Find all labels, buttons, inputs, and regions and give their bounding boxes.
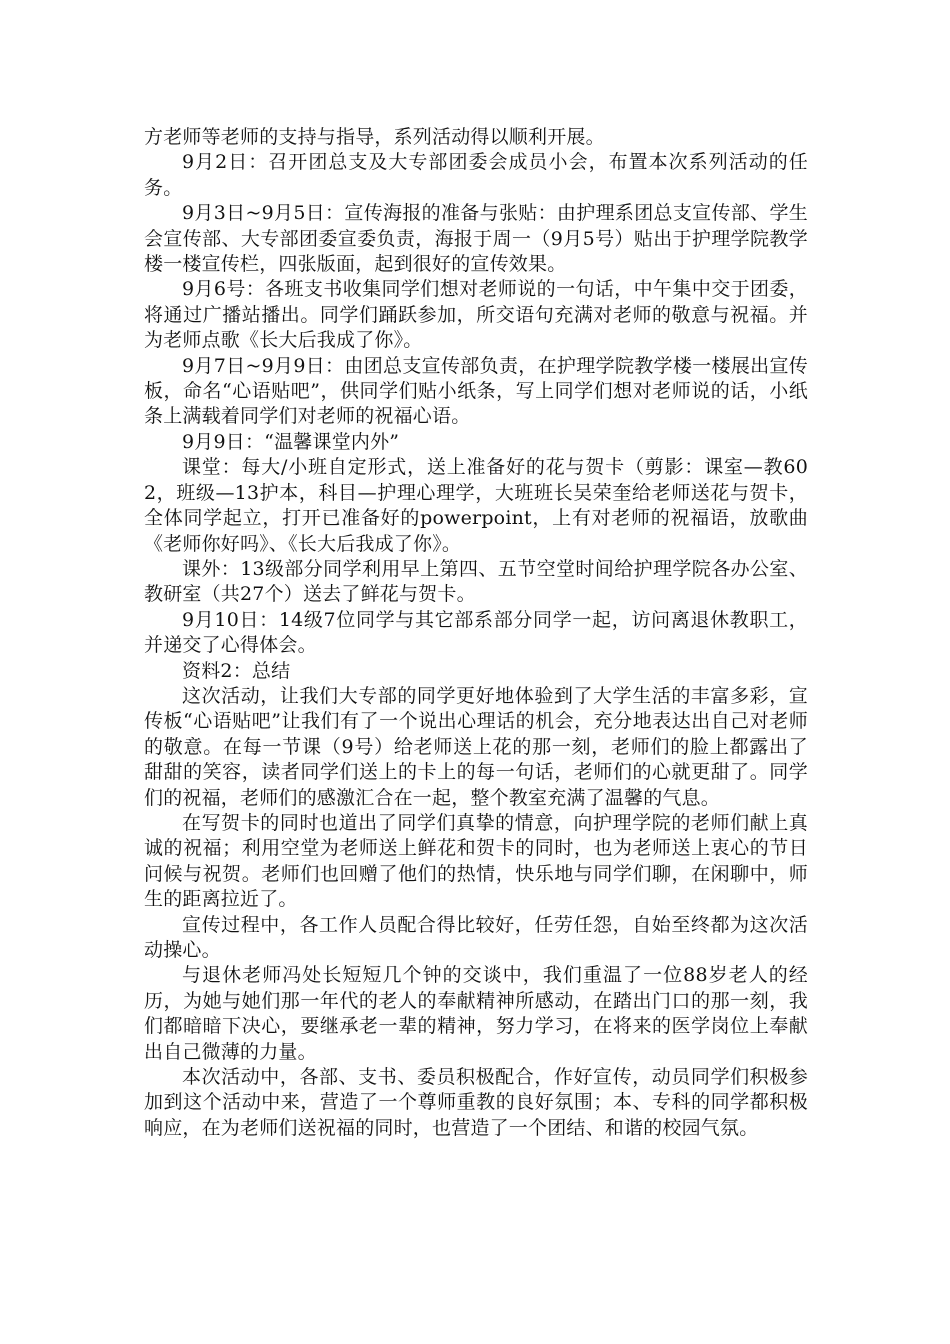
section-heading-summary: 资料2：总结 — [182, 659, 291, 682]
paragraph-summary-3: 宣传过程中，各工作人员配合得比较好，任劳任怨，自始至终都为这次活动操心。 — [144, 913, 808, 961]
paragraph-sept-9-title: 9月9日：“温馨课堂内外” — [182, 430, 400, 453]
paragraph-outside-class: 课外：13级部分同学利用早上第四、五节空堂时间给护理学院各办公室、教研室（共27个）送去了鲜花与贺卡。 — [144, 557, 808, 606]
paragraph-summary-4: 与退休老师冯处长短短几个钟的交谈中，我们重温了一位88岁老人的经历，为她与她们那一年代的老人的奉献精神所感动，在踏出门口的那一刻，我们都暗暗下决心，要继承老一辈的精神，努力学习，在将来的医学岗位上奉献出自己微薄的力量。 — [144, 964, 808, 1063]
paragraph-sept-2: 9月2日：召开团总支及大专部团委会成员小会，布置本次系列活动的任务。 — [144, 151, 808, 199]
paragraph-continuation: 方老师等老师的支持与指导，系列活动得以顺利开展。 — [144, 126, 605, 148]
paragraph-summary-2: 在写贺卡的同时也道出了同学们真挚的情意，向护理学院的老师们献上真诚的祝福；利用空堂为老师送上鲜花和贺卡的同时，也为老师送上衷心的节日问候与祝贺。老师们也回赠了他们的热情，快乐地与同学们聊，在闲聊中，师生的距离拉近了。 — [144, 811, 808, 911]
paragraph-sept-3-5: 9月3日~9月5日：宣传海报的准备与张贴：由护理系团总支宣传部、学生会宣传部、大专部团委宣委负责，海报于周一（9月5号）贴出于护理学院教学楼一楼宣传栏，四张版面，起到很好的宣传效果。 — [144, 202, 808, 276]
paragraph-sept-7-9: 9月7日~9月9日：由团总支宣传部负责，在护理学院教学楼一楼展出宣传板，命名“心语贴吧”，供同学们贴小纸条，写上同学们想对老师说的话，小纸条上满载着同学们对老师的祝福心语。 — [144, 354, 808, 428]
paragraph-sept-10: 9月10日：14级7位同学与其它部系部分同学一起，访问离退休教职工，并递交了心得体会。 — [144, 608, 808, 657]
paragraph-sept-6: 9月6号：各班支书收集同学们想对老师说的一句话，中午集中交于团委，将通过广播站播出。同学们踊跃参加，所交语句充满对老师的敬意与祝福。并为老师点歌《长大后我成了你》。 — [144, 278, 808, 352]
document-body — [144, 125, 808, 1141]
paragraph-summary-1: 这次活动，让我们大专部的同学更好地体验到了大学生活的丰富多彩，宣传板“心语贴吧”让我们有了一个说出心理话的机会，充分地表达出自己对老师的敬意。在每一节课（9号）给老师送上花的那一刻，老师们的脸上都露出了甜甜的笑容，读者同学们送上的卡上的每一句话，老师们的心就更甜了。同学们的祝福，老师们的感激汇合在一起，整个教室充满了温馨的气息。 — [144, 684, 808, 809]
paragraph-summary-5: 本次活动中，各部、支书、委员积极配合，作好宣传，动员同学们积极参加到这个活动中来，营造了一个尊师重教的良好氛围；本、专科的同学都积极响应，在为老师们送祝福的同时，也营造了一个团结、和谐的校园气氛。 — [144, 1066, 808, 1139]
paragraph-classroom: 课堂：每大/小班自定形式，送上准备好的花与贺卡（剪影：课室—教602，班级—13护本，科目—护理心理学，大班班长吴荣奎给老师送花与贺卡，全体同学起立，打开已准备好的powerpoint，上有对老师的祝福语，放歌曲《老师你好吗》、《长大后我成了你》。 — [144, 456, 808, 555]
